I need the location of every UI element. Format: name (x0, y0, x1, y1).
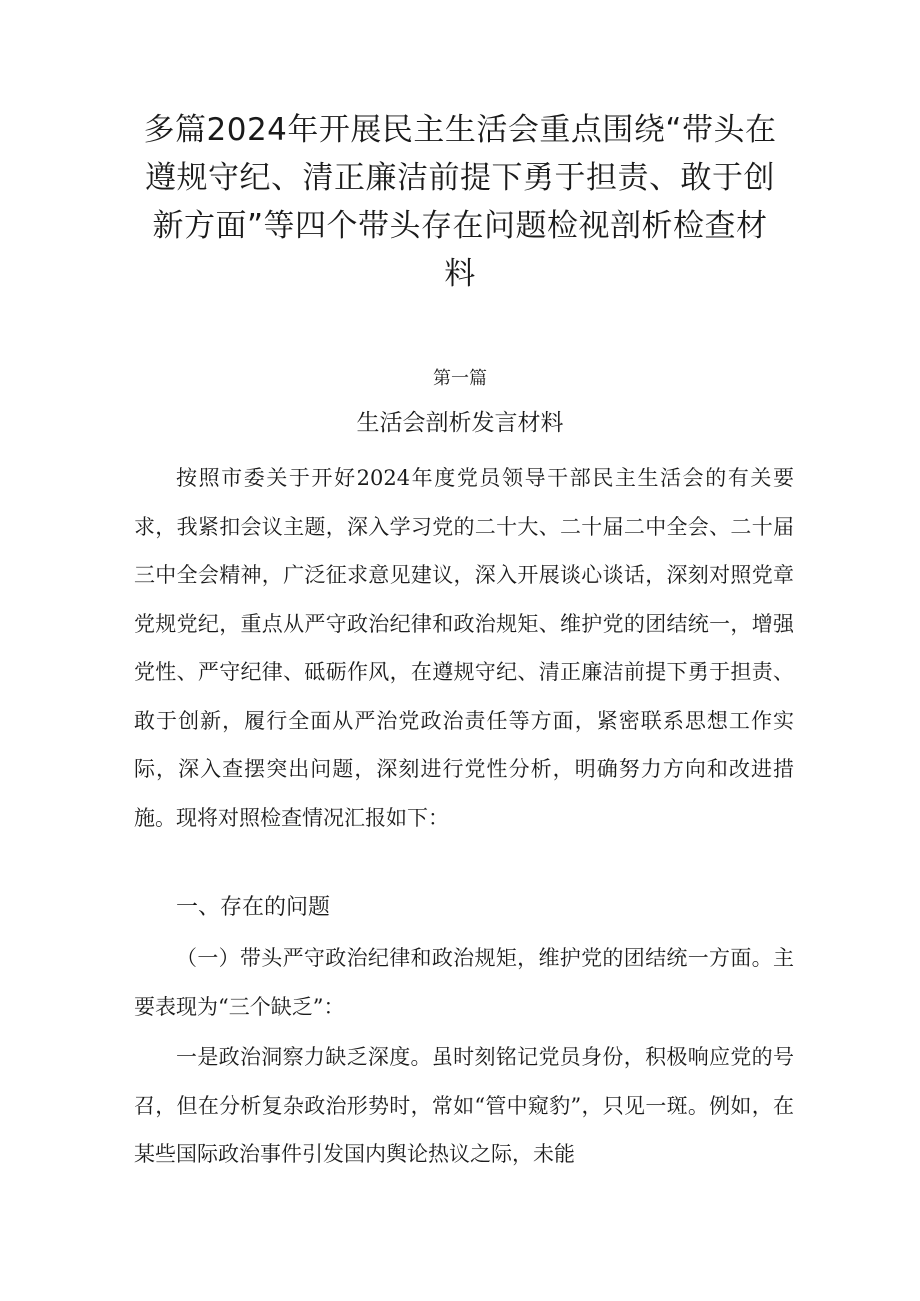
sub-heading-paragraph: （一）带头严守政治纪律和政治规矩，维护党的团结统一方面。主要表现为“三个缺乏”： (134, 946, 794, 1019)
point-one-paragraph: 一是政治洞察力缺乏深度。虽时刻铭记党员身份，积极响应党的号召，但在分析复杂政治形势时，常如“管中窥豹”，只见一斑。例如，在某些国际政治事件引发国内舆论热议之际，未能 (134, 1045, 794, 1166)
intro-paragraph: 按照市委关于开好2024年度党员领导干部民主生活会的有关要求，我紧扣会议主题，深入学习党的二十大、二十届二中全会、二十届三中全会精神，广泛征求意见建议，深入开展谈心谈话，深刻对照党章党规党纪，重点从严守政治纪律和政治规矩、维护党的团结统一，增强党性、严守纪律、砥砺作风，在遵规守纪、清正廉洁前提下勇于担责、敢于创新，履行全面从严治党政治责任等方面，紧密联系思想工作实际，深入查摆突出问题，深刻进行党性分析，明确努力方向和改进措施。现将对照检查情况汇报如下： (134, 466, 794, 830)
document-title: 多篇2024年开展民主生活会重点围绕“带头在遵规守纪、清正廉洁前提下勇于担责、敢于创新方面”等四个带头存在问题检视剖析检查材料 (143, 112, 777, 292)
heading-existing-problems: 一、存在的问题 (176, 895, 331, 920)
chapter-label: 第一篇 (433, 368, 487, 389)
section-title: 生活会剖析发言材料 (356, 410, 564, 436)
